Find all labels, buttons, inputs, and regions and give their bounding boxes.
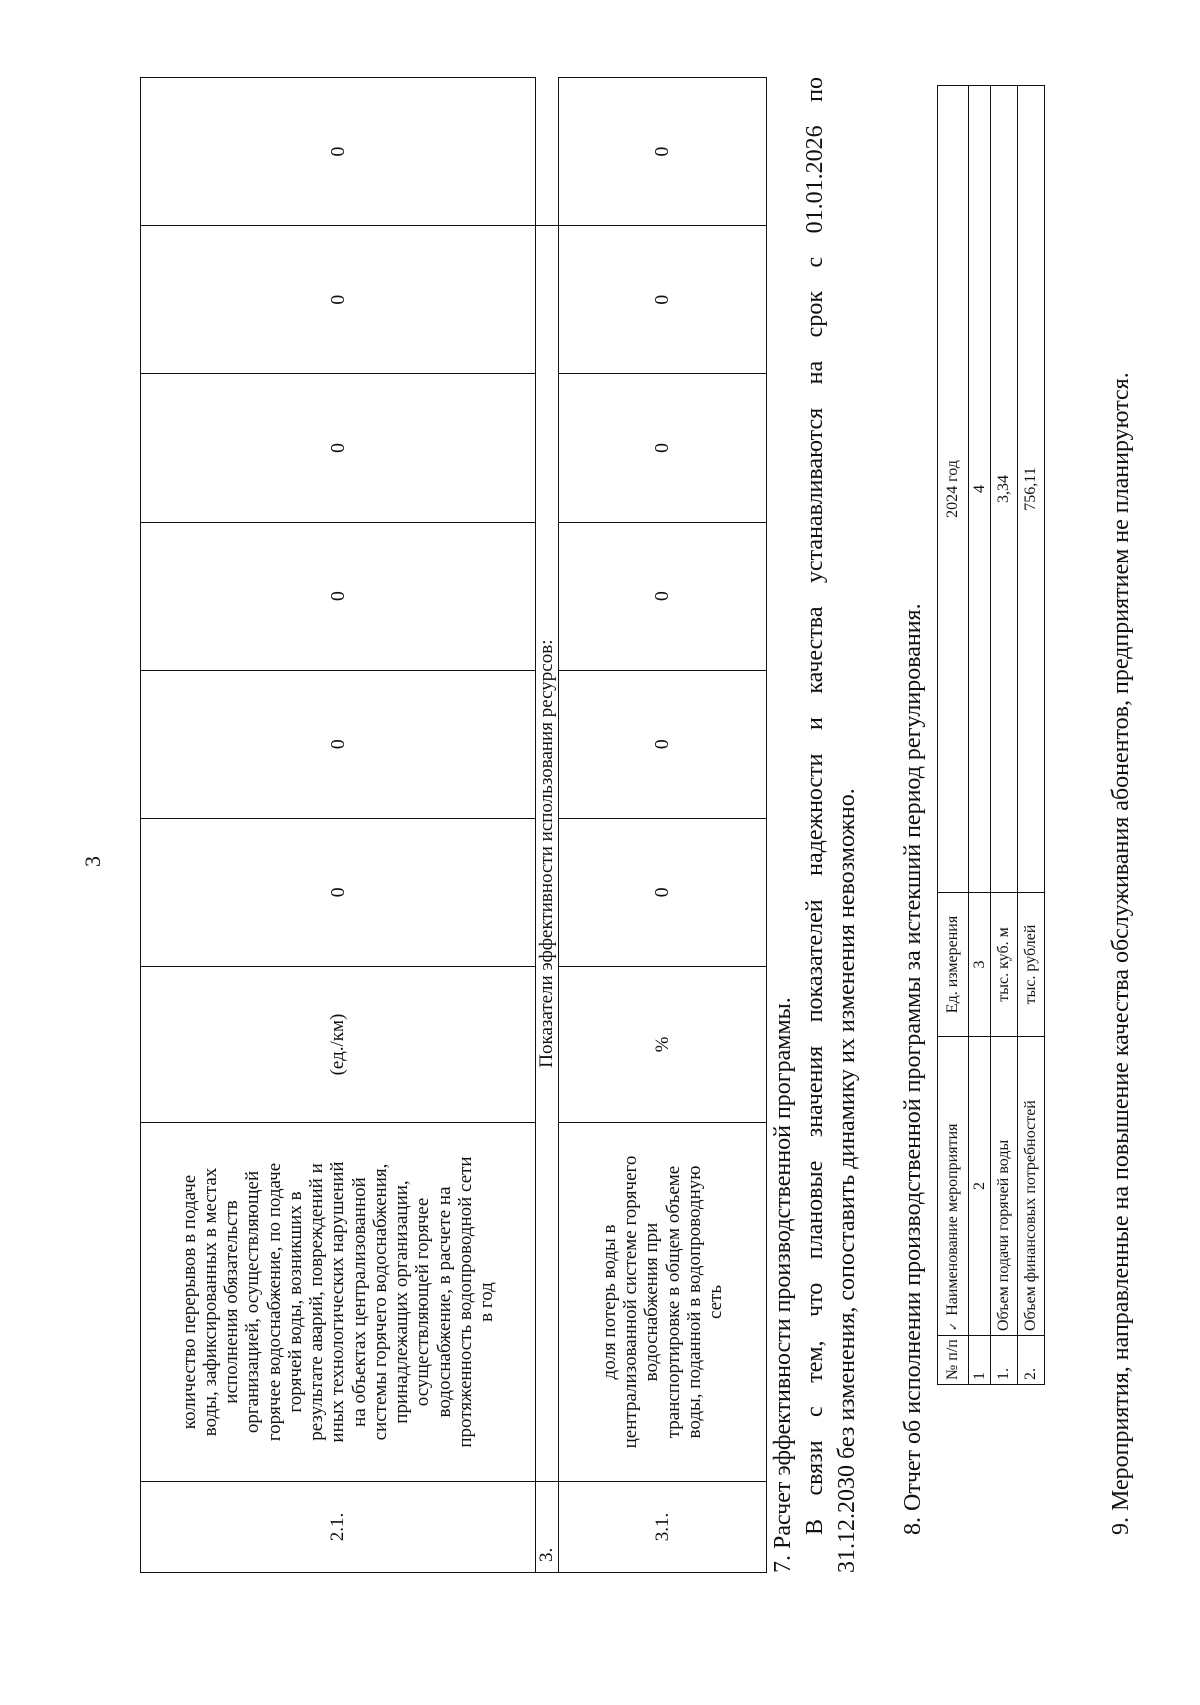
value-cell: 0 [141,818,536,966]
row-number: 3.1. [559,1482,767,1573]
value-cell: 0 [141,78,536,226]
name-line: количество перерывов в подаче [178,1174,200,1430]
value-cell: 0 [141,522,536,670]
section-7-heading: 7. Расчет эффективности производственной программы. [770,997,796,1573]
index-cell: 4 [969,86,991,893]
row-number: 2. [1018,1336,1045,1385]
table-row [1018,86,1045,1385]
measure-name: Объем финансовых потребностей [1018,1037,1045,1336]
measure-name: Объем подачи горячей воды [991,1037,1018,1336]
name-line: осуществляющей горячее [412,1197,434,1407]
index-cell: 2 [969,1037,991,1336]
value-cell: 0 [559,226,767,374]
section-title: Показатели эффективности использования ресурсов: [536,226,559,1482]
page-number: 3 [80,856,105,867]
report-table [937,85,1045,1385]
name-line: иных технологических нарушений [327,1161,349,1443]
section-8-heading: 8. Отчет об исполнении производственной программы за истекший период регулирования. [900,603,926,1535]
value-cell: 0 [559,78,767,226]
section-7-line-2: 31.12.2030 без изменения, сопоставить динамику их изменения невозможно. [834,788,860,1573]
name-line: организацией, осуществляющей [242,1170,264,1434]
measure-unit: тыс. куб. м [991,893,1018,1037]
table-row [991,86,1018,1385]
name-line: в год [476,1282,498,1322]
name-line: исполнения обязательств [221,1200,243,1404]
value-cell: 0 [559,670,767,818]
unit-cell: % [559,967,767,1123]
value-cell: 0 [559,522,767,670]
index-cell: 1 [969,1336,991,1385]
name-line: принадлежащих организации, [391,1180,413,1424]
section-7-line-1: В связи с тем, что плановые значения показателей надежности и качества устанавливаются на срок с 01.01.2026 по [802,77,828,1535]
name-line: результате аварий, повреждений и [306,1163,328,1441]
col-header: 2024 год [938,86,969,893]
value-cell: 0 [141,670,536,818]
name-line: доля потерь воды в [598,1224,620,1380]
name-line: протяженность водопроводной сети [454,1156,476,1448]
table-row [141,78,536,1573]
name-line: воды, зафиксированных в местах [199,1167,221,1437]
col-header: Ед. измерения [938,893,969,1037]
name-line: сеть [705,1284,727,1320]
section-number: 3. [536,1482,559,1573]
indicator-name [141,1123,536,1482]
index-cell: 3 [969,893,991,1037]
value-cell: 0 [559,374,767,522]
row-number: 2.1. [141,1482,536,1573]
name-line: воды, поданной в водопроводную [683,1165,705,1439]
name-line: водоснабжения при [641,1222,663,1382]
name-line: централизованной системе горячего [619,1155,641,1449]
indicator-name [559,1123,767,1482]
col-header-text: Наименование мероприятия [944,1123,961,1316]
name-line: горячей воды, возникших в [284,1191,306,1413]
col-header [938,1037,969,1336]
index-row [969,86,991,1385]
table-row [559,78,767,1573]
measure-value: 3,34 [991,86,1018,893]
name-line: водоснабжение, в расчете на [433,1186,455,1418]
name-line: горячее водоснабжение, по подаче [263,1162,285,1442]
table-header-row [938,86,969,1385]
tick-mark: ✓ [948,1321,960,1331]
indicators-table [140,77,767,1573]
section-9-text: 9. Мероприятия, направленные на повышение качества обслуживания абонентов, предприятием не планируются. [1108,372,1134,1535]
measure-value: 756,11 [1018,86,1045,893]
col-header: № п/п [938,1336,969,1385]
value-cell: 0 [559,818,767,966]
row-number: 1. [991,1336,1018,1385]
section-row [536,78,559,1573]
name-line: транспортировке в общем объеме [662,1165,684,1439]
name-line: системы горячего водоснабжения, [369,1163,391,1441]
value-cell: 0 [141,374,536,522]
unit-cell: (ед./км) [141,967,536,1123]
measure-unit: тыс. рублей [1018,893,1045,1037]
value-cell: 0 [141,226,536,374]
name-line: на объектах централизованной [348,1177,370,1427]
